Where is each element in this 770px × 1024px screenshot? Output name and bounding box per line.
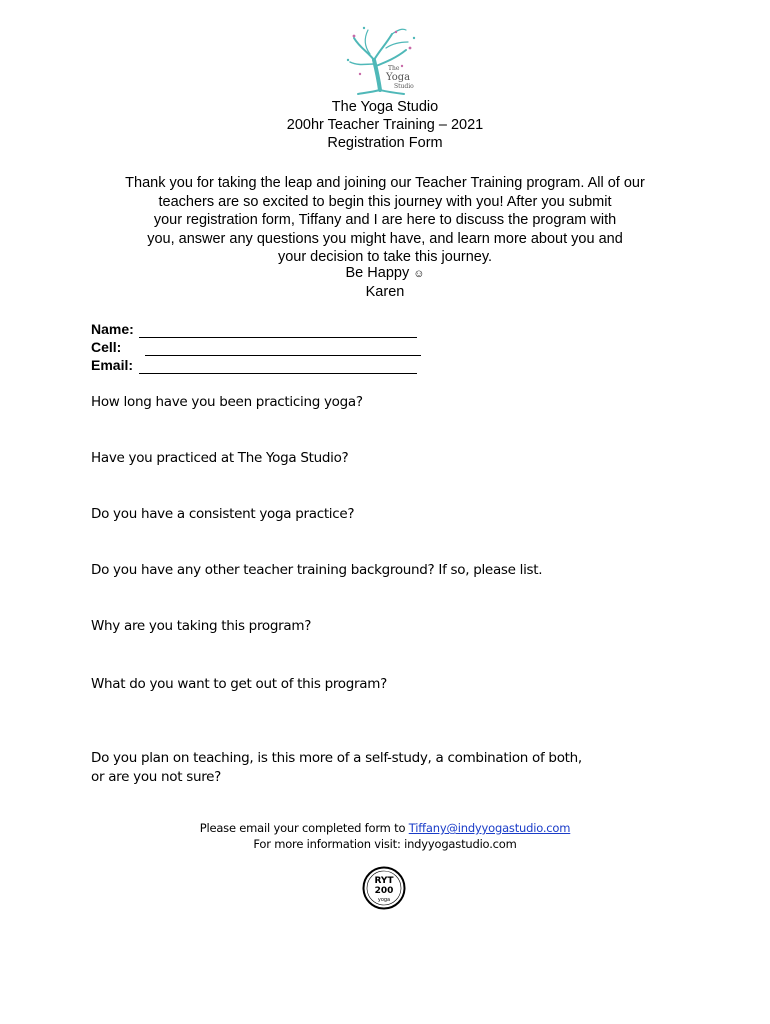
ryt-200-badge-icon	[362, 866, 406, 910]
form-header	[0, 98, 770, 152]
logo-text-the: The	[388, 65, 400, 72]
intro-line: Thank you for taking the leap and joining our Teacher Training program. All of our	[125, 175, 645, 191]
intro-line: you, answer any questions you might have, and learn more about you and	[147, 230, 623, 247]
contact-fields	[91, 320, 421, 374]
closing-text: Be Happy	[345, 265, 410, 281]
cell-label: Cell:	[91, 339, 122, 355]
yoga-tree-logo-icon	[340, 24, 430, 96]
question-practice-length: How long have you been practicing yoga?	[91, 394, 363, 410]
email-link[interactable]: Tiffany@indyyogastudio.com	[408, 821, 571, 835]
question-goals: What do you want to get out of this program?	[91, 676, 387, 692]
intro-paragraph	[100, 174, 670, 267]
studio-name: The Yoga Studio	[331, 99, 439, 115]
name-row	[91, 320, 421, 338]
intro-line: your registration form, Tiffany and I are here to discuss the program with	[153, 212, 617, 228]
email-row	[91, 356, 421, 374]
name-label: Name:	[91, 321, 134, 337]
cell-row	[91, 338, 421, 356]
footer-website-line: For more information visit: indyyogastudio.com	[253, 837, 517, 851]
question-practiced-here: Have you practiced at The Yoga Studio?	[91, 450, 349, 466]
signature: Karen	[365, 284, 405, 300]
intro-line: your decision to take this journey.	[277, 249, 493, 265]
badge-line3: yoga	[377, 897, 391, 903]
name-field[interactable]	[139, 323, 417, 338]
cell-field[interactable]	[145, 341, 421, 356]
badge-line1: RYT	[374, 876, 394, 886]
logo-text-yoga: Yoga	[386, 72, 411, 83]
question-teaching-line: or are you not sure?	[91, 769, 222, 785]
question-training-background: Do you have any other teacher training background? If so, please list.	[91, 562, 543, 578]
question-why-program: Why are you taking this program?	[91, 618, 312, 634]
smiley-icon: ☺	[413, 268, 425, 280]
badge-line2: 200	[374, 886, 394, 896]
intro-line: teachers are so excited to begin this journey with you! After you submit	[158, 193, 612, 210]
form-title: Registration Form	[327, 135, 443, 151]
email-field[interactable]	[139, 359, 417, 374]
logo-text-studio: Studio	[394, 83, 414, 90]
question-teaching-line: Do you plan on teaching, is this more of a self-study, a combination of both,	[91, 750, 582, 766]
question-teaching-plans	[91, 749, 651, 787]
signoff	[0, 264, 770, 301]
footer-email-prefix: Please email your completed form to	[199, 821, 409, 835]
email-label: Email:	[91, 357, 134, 373]
closing-line	[0, 264, 770, 283]
question-consistent-practice: Do you have a consistent yoga practice?	[91, 506, 355, 522]
footer-email-line	[0, 820, 770, 837]
program-title: 200hr Teacher Training – 2021	[286, 117, 484, 133]
